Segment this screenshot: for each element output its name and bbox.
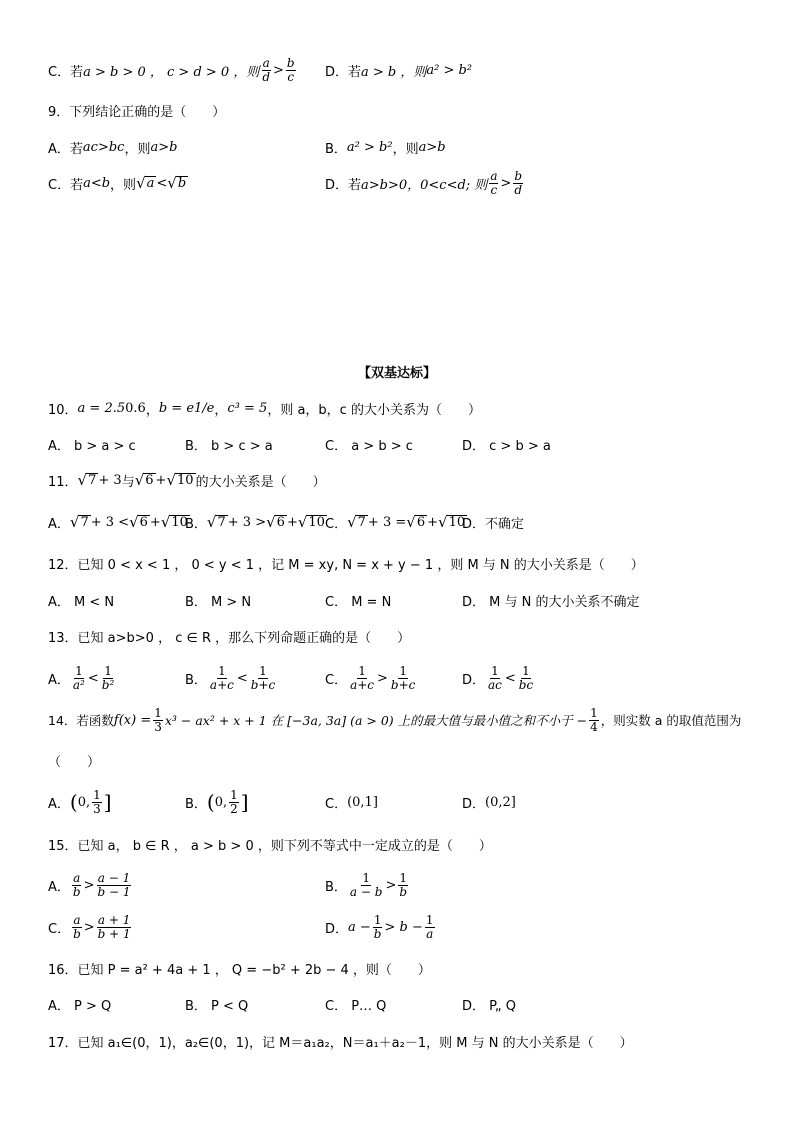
- q12-option-d: D． M 与 N 的大小关系不确定: [462, 594, 640, 610]
- q12-option-c: C． M = N: [325, 594, 392, 610]
- q11-option-c: C． √ 7 + 3 = √ 6 + √ 10: [325, 512, 466, 532]
- q13-option-d: D． $\frac{1}{ac}$ < $\frac{1}{bc}$: [462, 663, 534, 692]
- q8-c-condition: a > b > 0 ， c > d > 0 ，则: [83, 64, 260, 80]
- q15-option-c: C． $\frac{a}{b}$ > $\frac{a + 1}{b + 1}$: [48, 912, 131, 941]
- q16-option-a: A． P > Q: [48, 998, 112, 1014]
- q13-option-b: B． $\frac{1}{a+c}$ < $\frac{1}{b+c}$: [185, 663, 276, 692]
- q16-stem: 16．已知 P = a² + 4a + 1 ， Q = −b² + 2b − 4 ，则（ ）: [48, 962, 431, 978]
- q8-d-expression: a² > b²: [426, 62, 473, 78]
- q8-c-fraction-2: $\frac{b}{c}$: [286, 55, 295, 84]
- q14-option-d: D． (0,2]: [462, 794, 516, 812]
- q15-option-a: A． $\frac{a}{b}$ > $\frac{a - 1}{b - 1}$: [48, 870, 131, 899]
- q10-option-c: C． a > b > c: [325, 438, 413, 454]
- q16-option-c: C． P… Q: [325, 998, 387, 1014]
- q8-c-gt: >: [273, 62, 284, 78]
- q12-option-b: B． M > N: [185, 594, 252, 610]
- q8-d-condition: a > b ，则: [361, 64, 427, 80]
- q12-option-a: A． M < N: [48, 594, 115, 610]
- section-title: 【双基达标】: [357, 366, 436, 381]
- q9-option-a: A．若 ac>bc ，则 a>b: [48, 139, 178, 157]
- q10-option-b: B． b > c > a: [185, 438, 273, 454]
- q11-option-b: B． √ 7 + 3 > √ 6 + √ 10: [185, 512, 325, 532]
- q9-option-c: C．若 a<b ，则 √ a < √ b: [48, 173, 187, 193]
- q17-stem: 17．已知 a₁∈(0，1)，a₂∈(0，1)，记 M＝a₁a₂，N＝a₁＋a₂－1，则 M 与 N 的大小关系是（ ）: [48, 1035, 633, 1051]
- q14-option-b: B． ( 0, $\frac{1}{2}$ ]: [185, 787, 249, 816]
- q8-option-d: [325, 61, 472, 80]
- q15-stem: 15．已知 a， b ∈ R ， a > b > 0 ，则下列不等式中一定成立的是（ ）: [48, 838, 492, 854]
- q8-c-fraction-1: $\frac{a}{d}$: [262, 55, 271, 84]
- q8-d-label: D．若: [325, 64, 362, 80]
- q16-option-d: D． P„ Q: [462, 998, 516, 1014]
- q16-option-b: B． P < Q: [185, 998, 249, 1014]
- q15-option-b: B． $\frac{1}{a - b}$ > $\frac{1}{b}$: [325, 870, 408, 899]
- q8-option-c: [48, 57, 298, 84]
- q11-option-d: D．不确定: [462, 516, 525, 532]
- q14-option-a: A． ( 0, $\frac{1}{3}$ ]: [48, 787, 112, 816]
- q8-c-label: C．若: [48, 64, 84, 80]
- q13-option-a: A． $\frac{1}{\text{a²}}$ < $\frac{1}{\text{b²}}$: [48, 663, 115, 692]
- q14-option-c: C． (0,1]: [325, 794, 378, 812]
- q15-option-d: D． a − $\frac{1}{b}$ > b − $\frac{1}{a}$: [325, 912, 434, 941]
- q10-option-d: D． c > b > a: [462, 438, 551, 454]
- q13-option-c: C． $\frac{1}{a+c}$ > $\frac{1}{b+c}$: [325, 663, 416, 692]
- q14-answer-paren: （ ）: [48, 754, 101, 770]
- q9-stem: 9．下列结论正确的是（ ）: [48, 104, 226, 120]
- q10-option-a: A． b > a > c: [48, 438, 136, 454]
- q12-stem: 12．已知 0 < x < 1 ， 0 < y < 1 ，记 M = xy, N = x + y − 1 ，则 M 与 N 的大小关系是（ ）: [48, 557, 644, 573]
- q11-option-a: A． √ 7 + 3 < √ 6 + √ 10: [48, 512, 188, 532]
- q9-option-b: B． a² > b² ，则 a>b: [325, 139, 446, 157]
- q9-option-d: D．若 a>b>0，0<c<d; 则 $\frac{a}{c}$ > $\frac{b}{d}$: [325, 168, 523, 197]
- q13-stem: 13．已知 a>b>0 ， c ∈ R ，那么下列命题正确的是（ ）: [48, 630, 411, 646]
